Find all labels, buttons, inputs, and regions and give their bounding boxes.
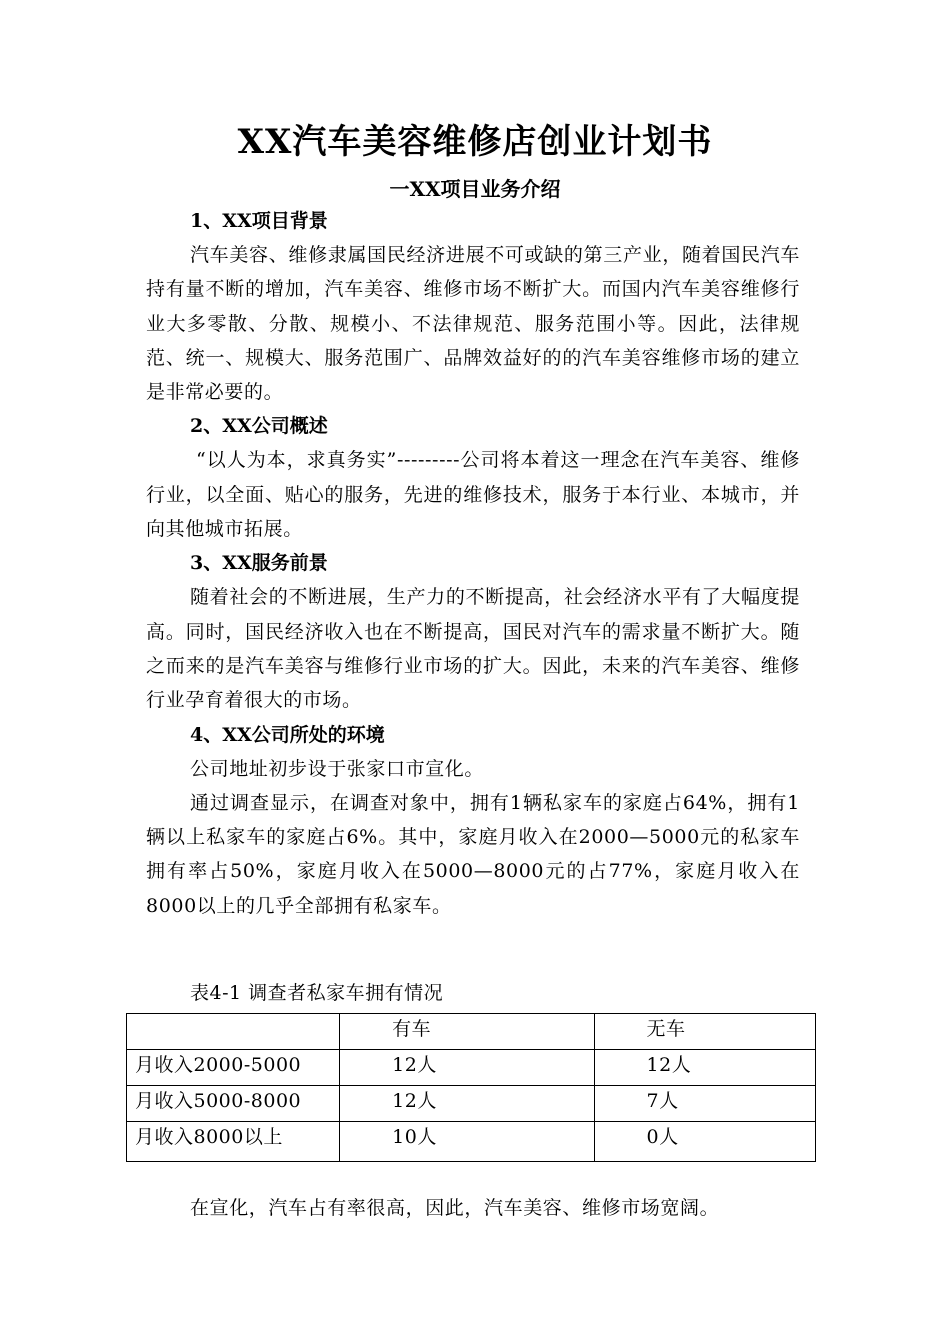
table-row — [127, 1122, 816, 1162]
survey-table — [126, 1013, 816, 1162]
document-body — [146, 204, 800, 923]
section-heading-overview: 2、XX公司概述 — [190, 415, 328, 438]
section-heading-environment: 4、XX公司所处的环境 — [190, 723, 385, 746]
table-row — [127, 1086, 816, 1122]
table-cell: 12人 — [340, 1050, 594, 1086]
paragraph-background: 汽车美容、维修隶属国民经济进展不可或缺的第三产业，随着国民汽车持有量不断的增加，汽车美容、维修市场不断扩大。而国内汽车美容维修行业大多零散、分散、规模小、不法律规范、服务范围小等。因此，法律规范、统一、规模大、服务范围广、品牌效益好的的汽车美容维修市场的建立是非常必要的。 — [146, 244, 800, 404]
document-title: XX汽车美容维修店创业计划书 — [237, 122, 713, 162]
table-header-cell — [127, 1014, 340, 1050]
table-header-cell: 有车 — [340, 1014, 594, 1050]
paragraph-prospects: 随着社会的不断进展，生产力的不断提高，社会经济水平有了大幅度提高。同时，国民经济收入也在不断提高，国民对汽车的需求量不断扩大。随之而来的是汽车美容与维修行业市场的扩大。因此，未来的汽车美容、维修行业孕育着很大的市场。 — [146, 586, 800, 712]
table-cell: 7人 — [594, 1086, 815, 1122]
table-cell: 12人 — [340, 1086, 594, 1122]
table-header-cell: 无车 — [594, 1014, 815, 1050]
table-cell: 0人 — [594, 1122, 815, 1162]
section-heading-background: 1、XX项目背景 — [190, 210, 328, 232]
table-header-row — [127, 1014, 816, 1050]
document-subtitle: 一XX项目业务介绍 — [389, 177, 561, 201]
table-caption: 表4-1 调查者私家车拥有情况 — [190, 982, 444, 1004]
table-cell: 月收入2000-5000 — [127, 1050, 340, 1086]
paragraph-overview: “以人为本，求真务实”---------公司将本着这一理念在汽车美容、维修行业，以全面、贴心的服务，先进的维修技术，服务于本行业、本城市，并向其他城市拓展。 — [146, 449, 800, 541]
paragraph-survey: 通过调查显示，在调查对象中，拥有1辆私家车的家庭占64%，拥有1辆以上私家车的家庭占6%。其中，家庭月收入在2000—5000元的私家车拥有率占50%，家庭月收入在5000—8000元的占77%，家庭月收入在8000以上的几乎全部拥有私家车。 — [146, 791, 800, 917]
paragraph-address: 公司地址初步设于张家口市宣化。 — [190, 757, 485, 780]
table-cell: 10人 — [340, 1122, 594, 1162]
section-heading-prospects: 3、XX服务前景 — [190, 552, 328, 575]
table-cell: 12人 — [594, 1050, 815, 1086]
closing-paragraph: 在宣化，汽车占有率很高，因此，汽车美容、维修市场宽阔。 — [190, 1197, 720, 1219]
table-row — [127, 1050, 816, 1086]
table-cell: 月收入8000以上 — [127, 1122, 340, 1162]
table-cell: 月收入5000-8000 — [127, 1086, 340, 1122]
